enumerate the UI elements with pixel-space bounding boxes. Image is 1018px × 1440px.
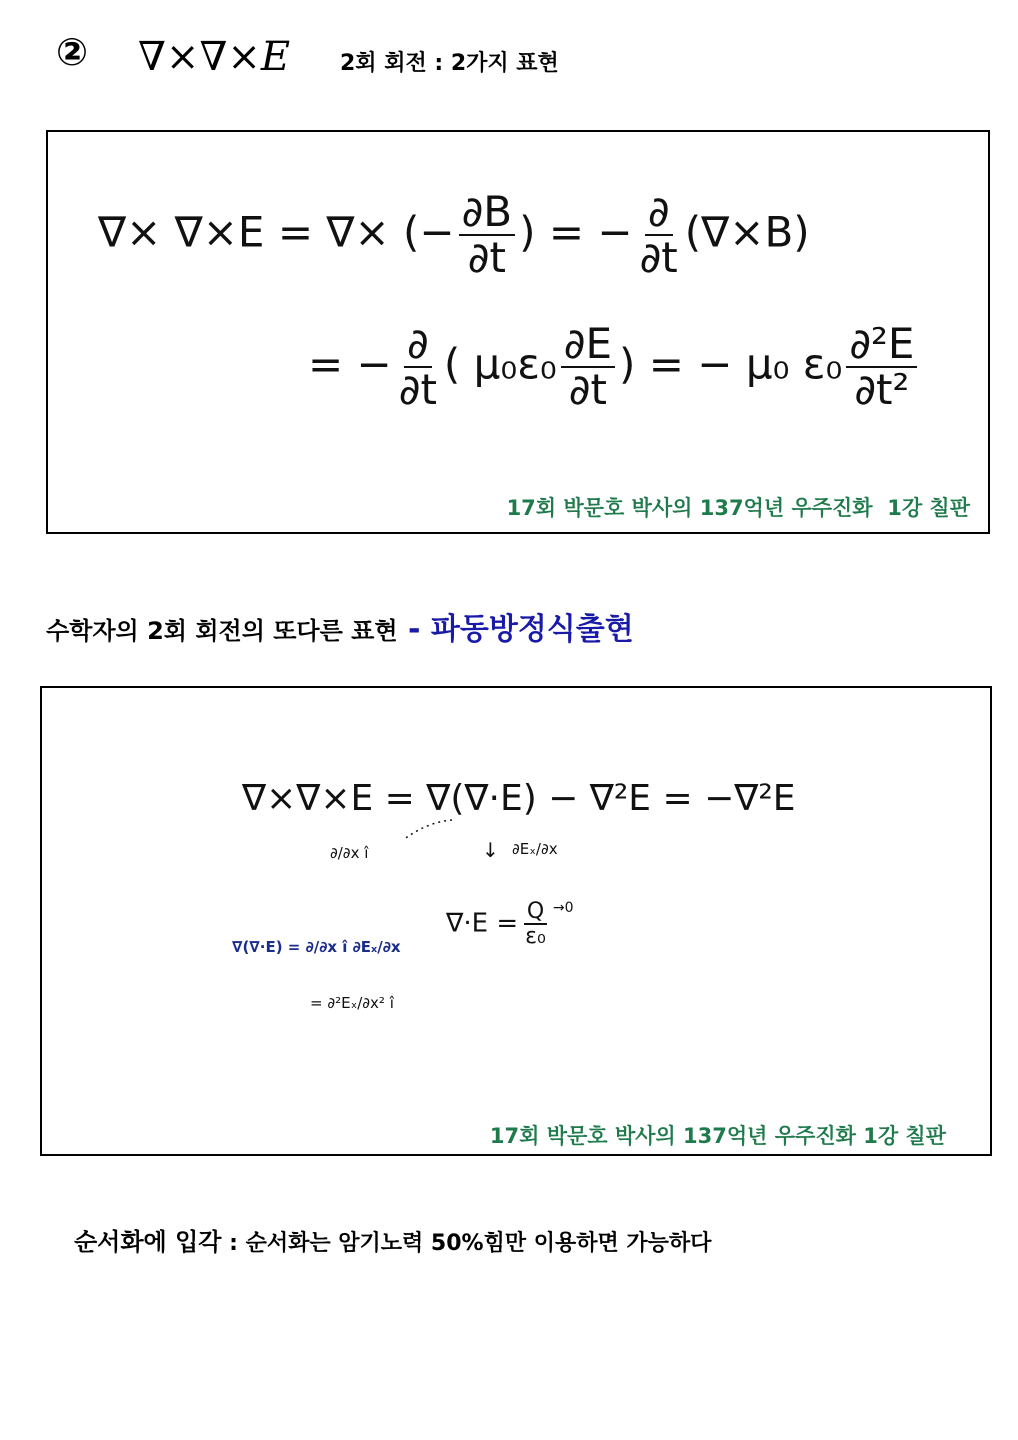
eq2-fraction-1: [396, 319, 440, 415]
eq2-lead: = −: [308, 339, 392, 389]
eq2-frac2-numerator: ∂E: [561, 322, 615, 368]
gauss-law: [446, 900, 574, 948]
eq1-frac1-numerator: ∂B: [459, 190, 516, 236]
gauss-lhs: ∇·E =: [446, 908, 519, 939]
eq2-mid2: ) = − μ₀ ε₀: [619, 339, 843, 389]
heading-description: 2회 회전 : 2가지 표현: [340, 51, 559, 76]
eq1-mid: ) = −: [519, 207, 633, 257]
equation-line-1: [98, 187, 810, 283]
eq2-frac2-denominator: ∂t: [568, 365, 607, 415]
eq1-tail: (∇×B): [684, 207, 810, 257]
subtitle-dash: -: [397, 612, 431, 647]
eq1-fraction-2: [637, 187, 681, 283]
down-arrow-icon: ↓: [482, 838, 499, 862]
eq2-frac3-denominator: ∂t²: [854, 365, 910, 415]
vector-identity-equation: ∇×∇×E = ∇(∇·E) − ∇²E = −∇²E: [242, 778, 796, 819]
partial-x-note: ∂/∂x î: [330, 844, 369, 862]
lecture-caption-1: 17회 박문호 박사의 137억년 우주진화 1강 칠판: [506, 496, 970, 520]
section-subtitle: [46, 604, 634, 648]
subtitle-accent: 파동방정식출현: [430, 612, 634, 647]
gauss-zero-note: →0: [552, 900, 574, 916]
derivation-box-2: [40, 686, 992, 1156]
gauss-numerator: Q: [524, 900, 547, 925]
eq2-frac1-denominator: ∂t: [398, 365, 437, 415]
subtitle-text: 수학자의 2회 회전의 또다른 표현: [46, 617, 398, 645]
blue-note-line-1: ∇(∇·E) = ∂/∂x î ∂Eₓ/∂x: [232, 938, 401, 956]
eq1-fraction-1: [459, 187, 516, 283]
equation-line-2: [308, 319, 921, 415]
eq2-fraction-2: [561, 319, 615, 415]
dEx-dx-note: ∂Eₓ/∂x: [512, 840, 558, 858]
eq2-frac3-numerator: ∂²E: [846, 322, 917, 368]
dotted-pointer-arrow: [397, 816, 457, 846]
heading-variable: E: [260, 34, 291, 80]
curl-curl-operator: ∇×∇×: [138, 34, 261, 80]
eq1-frac2-numerator: ∂: [645, 190, 673, 236]
eq2-fraction-3: [846, 319, 917, 415]
eq1-frac2-denominator: ∂t: [639, 233, 678, 283]
derivation-box-1: [46, 130, 990, 534]
heading-expression: [138, 34, 290, 80]
section-number: ②: [56, 30, 89, 74]
eq1-frac1-denominator: ∂t: [467, 233, 506, 283]
eq1-lhs: ∇× ∇×E = ∇× (−: [98, 207, 455, 257]
eq2-mid: ( μ₀ε₀: [443, 339, 557, 389]
lecture-caption-2: 17회 박문호 박사의 137억년 우주진화 1강 칠판: [489, 1124, 946, 1148]
footer-rest: : 순서화는 암기노력 50%힘만 이용하면 가능하다: [221, 1231, 712, 1256]
gauss-denominator: ε₀: [525, 924, 546, 950]
gauss-fraction: [522, 900, 549, 948]
blue-note-line-2: = ∂²Eₓ/∂x² î: [310, 994, 394, 1012]
footer-note: [74, 1222, 711, 1257]
footer-lead: 순서화에 입각: [74, 1228, 222, 1256]
eq2-frac1-numerator: ∂: [404, 322, 432, 368]
